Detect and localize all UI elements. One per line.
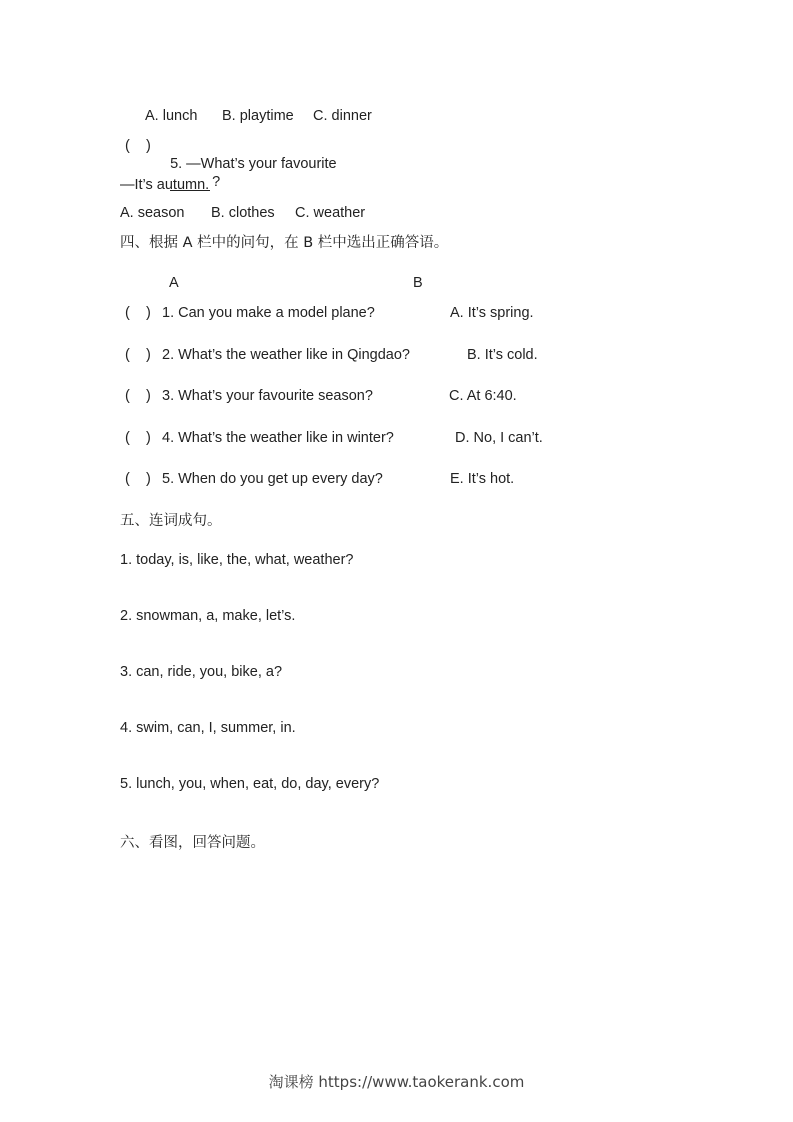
match-question: 4. What’s the weather like in winter? (162, 430, 394, 446)
list-item: 3. can, ride, you, bike, a? (120, 664, 283, 680)
column-a-header: A (169, 275, 179, 291)
footer-watermark: 淘课榜 https://www.taokerank.com (268, 1073, 525, 1091)
section-title: 五、连词成句。 (120, 513, 222, 529)
match-question: 5. When do you get up every day? (162, 471, 383, 487)
section-title: 六、看图，回答问题。 (120, 835, 265, 851)
column-b-header: B (413, 275, 423, 291)
match-question: 2. What’s the weather like in Qingdao? (162, 347, 410, 363)
option-b: B. clothes (211, 205, 275, 221)
answer-paren: ( ) (125, 430, 151, 446)
match-answer: E. It’s hot. (450, 471, 515, 487)
option-c: C. weather (295, 205, 366, 221)
list-item: 2. snowman, a, make, let’s. (120, 608, 296, 624)
answer-paren: ( ) (125, 305, 151, 321)
match-question: 1. Can you make a model plane? (162, 305, 375, 321)
answer-text: —It’s autumn. (120, 177, 210, 193)
section-title: 四、根据 A 栏中的问句，在 B 栏中选出正确答语。 (120, 235, 449, 251)
question-text: 5. —What’s your favourite (170, 156, 337, 172)
list-item: 1. today, is, like, the, what, weather? (120, 552, 354, 568)
answer-paren: ( ) (125, 471, 151, 487)
option-a: A. season (120, 205, 185, 221)
list-item: 5. lunch, you, when, eat, do, day, every? (120, 776, 380, 792)
list-item: 4. swim, can, I, summer, in. (120, 720, 296, 736)
match-answer: D. No, I can’t. (455, 430, 543, 446)
answer-paren: ( ) (125, 347, 151, 363)
option-b: B. playtime (222, 108, 294, 124)
match-answer: B. It’s cold. (467, 347, 538, 363)
answer-paren: ( ) (125, 388, 151, 404)
match-question: 3. What’s your favourite season? (162, 388, 373, 404)
option-a: A. lunch (145, 108, 198, 124)
answer-paren: ( ) (125, 138, 151, 154)
option-c: C. dinner (313, 108, 372, 124)
match-answer: A. It’s spring. (450, 305, 534, 321)
match-answer: C. At 6:40. (449, 388, 517, 404)
question-end: ? (212, 174, 221, 190)
